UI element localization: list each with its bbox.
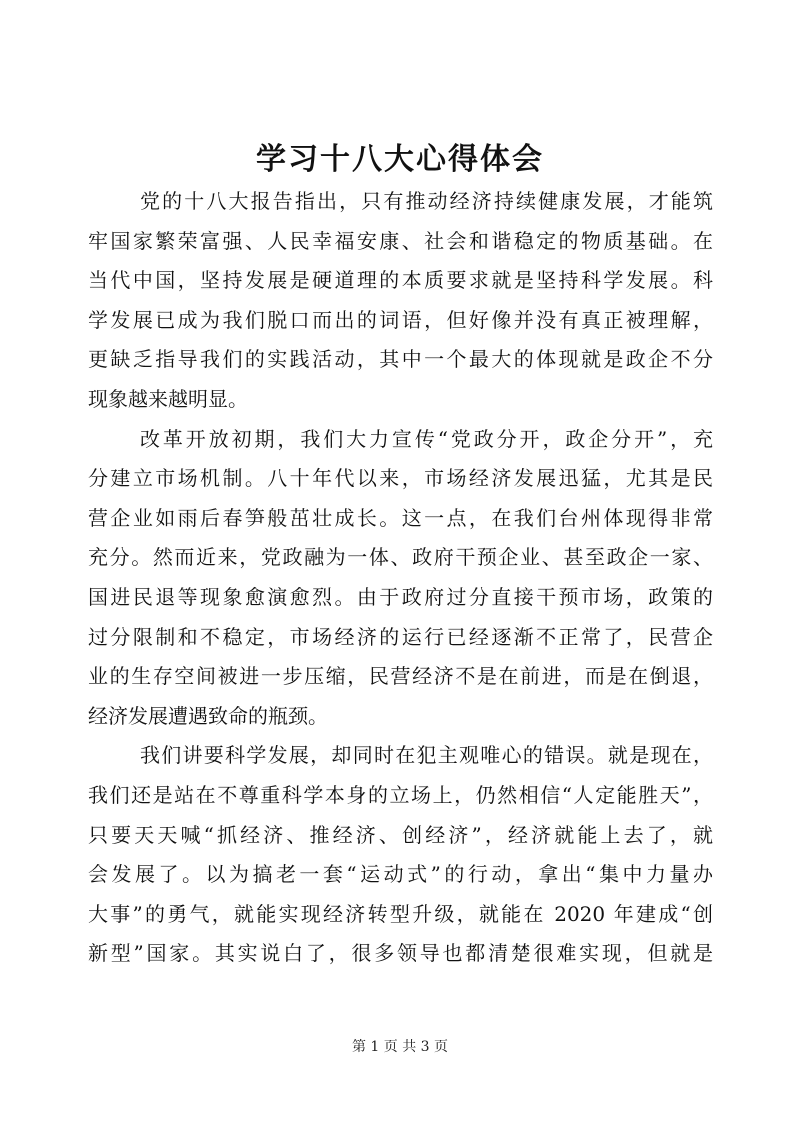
text-line: 充分。然而近来，党政融为一体、政府干预企业、甚至政企一家、: [88, 545, 713, 570]
text-line: 过分限制和不稳定，市场经济的运行已经逐渐不正常了，民营企: [88, 624, 713, 649]
text-line: 党的十八大报告指出，只有推动经济持续健康发展，才能筑: [140, 189, 713, 213]
text-line: 当代中国，坚持发展是硬道理的本质要求就是坚持科学发展。科: [88, 268, 713, 293]
text-line: 经济发展遭遇致命的瓶颈。: [88, 703, 328, 728]
text-line: 现象越来越明显。: [88, 386, 248, 411]
text-line: 分建立市场机制。八十年代以来，市场经济发展迅猛，尤其是民: [88, 466, 713, 491]
page-footer: 第 1 页 共 3 页: [351, 1039, 449, 1055]
document-title: 学习十八大心得体会: [256, 142, 544, 177]
text-line: 营企业如雨后春笋般茁壮成长。这一点，在我们台州体现得非常: [88, 505, 713, 530]
text-line: 国进民退等现象愈演愈烈。由于政府过分直接干预市场，政策的: [88, 584, 713, 609]
text-line: 我们还是站在不尊重科学本身的立场上，仍然相信“人定能胜天”，: [88, 782, 713, 807]
paragraph-1: [88, 182, 713, 420]
text-line: 会发展了。以为搞老一套“运动式”的行动，拿出“集中力量办: [88, 862, 713, 887]
text-line: 改革开放初期，我们大力宣传“党政分开，政企分开”，充: [140, 426, 713, 451]
text-line: 业的生存空间被进一步压缩，民营经济不是在前进，而是在倒退，: [88, 664, 713, 689]
text-line: 新型”国家。其实说白了，很多领导也都清楚很难实现，但就是: [88, 941, 713, 966]
paragraph-2: [88, 420, 713, 737]
text-line: 我们讲要科学发展，却同时在犯主观唯心的错误。就是现在，: [140, 743, 713, 768]
text-line: 只要天天喊“抓经济、推经济、创经济”，经济就能上去了，就: [88, 822, 713, 847]
text-line: 牢国家繁荣富强、人民幸福安康、社会和谐稳定的物质基础。在: [88, 228, 713, 253]
text-line: 大事”的勇气，就能实现经济转型升级，就能在 2020 年建成“创: [88, 901, 713, 926]
document-body: [88, 182, 713, 974]
text-line: 学发展已成为我们脱口而出的词语，但好像并没有真正被理解，: [88, 307, 713, 332]
paragraph-3: [88, 736, 713, 974]
text-line: 更缺乏指导我们的实践活动，其中一个最大的体现就是政企不分: [88, 347, 713, 372]
